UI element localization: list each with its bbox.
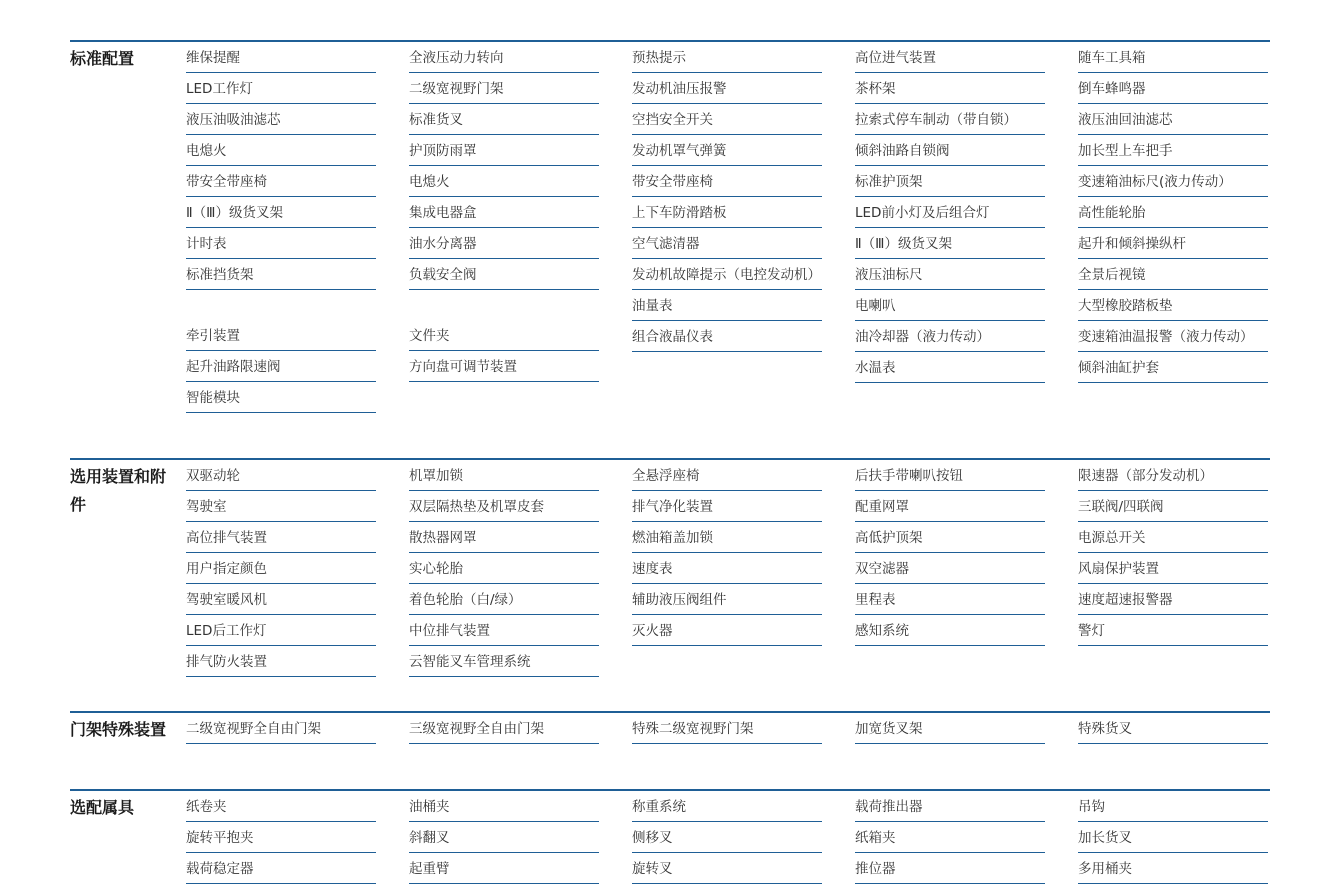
spec-item: 倒车蜂鸣器	[1078, 73, 1268, 104]
spec-item: 全景后视镜	[1078, 259, 1268, 290]
spec-item: 变速箱油温报警（液力传动）	[1078, 321, 1268, 352]
spec-item: 负载安全阀	[409, 259, 599, 290]
item-column	[855, 791, 1045, 884]
spec-item: 方向盘可调节装置	[409, 351, 599, 382]
spec-item: 双驱动轮	[186, 460, 376, 491]
spec-item: 高位进气装置	[855, 42, 1045, 73]
spec-item: Ⅱ（Ⅲ）级货叉架	[855, 228, 1045, 259]
spec-item: 双空滤器	[855, 553, 1045, 584]
spacer-row	[186, 290, 376, 320]
spec-item: 带安全带座椅	[186, 166, 376, 197]
spec-item: 全液压动力转向	[409, 42, 599, 73]
section-title: 选配属具	[70, 798, 135, 817]
spec-item: 加长型上车把手	[1078, 135, 1268, 166]
spec-item: 散热器网罩	[409, 522, 599, 553]
spec-item: 起重臂	[409, 853, 599, 884]
item-column	[632, 42, 822, 352]
spec-item: 电喇叭	[855, 290, 1045, 321]
spec-item: 加宽货叉架	[855, 713, 1045, 744]
spec-item: Ⅱ（Ⅲ）级货叉架	[186, 197, 376, 228]
spec-item: 三级宽视野全自由门架	[409, 713, 599, 744]
item-column	[632, 791, 822, 884]
spec-item: 带安全带座椅	[632, 166, 822, 197]
spec-item: 风扇保护装置	[1078, 553, 1268, 584]
spec-item: 排气防火装置	[186, 646, 376, 677]
spec-item: 后扶手带喇叭按钮	[855, 460, 1045, 491]
spec-item: 液压油标尺	[855, 259, 1045, 290]
spec-item: 燃油箱盖加锁	[632, 522, 822, 553]
spec-item: 中位排气装置	[409, 615, 599, 646]
item-column	[632, 460, 822, 646]
spec-item: 配重网罩	[855, 491, 1045, 522]
spec-item: 特殊二级宽视野门架	[632, 713, 822, 744]
spec-item: 特殊货叉	[1078, 713, 1268, 744]
item-column	[186, 42, 376, 413]
spec-item: 推位器	[855, 853, 1045, 884]
spec-item: 里程表	[855, 584, 1045, 615]
spec-item: 驾驶室	[186, 491, 376, 522]
section-standard-config	[70, 40, 1270, 406]
spec-item: 实心轮胎	[409, 553, 599, 584]
spec-item: 倾斜油路自锁阀	[855, 135, 1045, 166]
spec-item: 标准货叉	[409, 104, 599, 135]
spec-item: 吊钩	[1078, 791, 1268, 822]
spec-item: 纸箱夹	[855, 822, 1045, 853]
spec-item: 油量表	[632, 290, 822, 321]
spec-item: 驾驶室暖风机	[186, 584, 376, 615]
section-title: 标准配置	[70, 49, 135, 68]
spec-item: 斜翻叉	[409, 822, 599, 853]
item-column	[632, 713, 822, 744]
spec-item: 集成电器盒	[409, 197, 599, 228]
item-column	[1078, 460, 1268, 646]
spec-item: 发动机故障提示（电控发动机）	[632, 259, 822, 290]
item-column	[186, 713, 376, 744]
spec-item: 文件夹	[409, 320, 599, 351]
item-column	[1078, 42, 1268, 383]
spec-item: 大型橡胶踏板垫	[1078, 290, 1268, 321]
spec-item: 灭火器	[632, 615, 822, 646]
section-optional-attachments	[70, 789, 1270, 877]
spec-item: 油水分离器	[409, 228, 599, 259]
spec-item: 空气滤清器	[632, 228, 822, 259]
section-title: 门架特殊装置	[70, 720, 167, 739]
spec-item: 电源总开关	[1078, 522, 1268, 553]
spec-item: LED前小灯及后组合灯	[855, 197, 1045, 228]
spec-item: 旋转叉	[632, 853, 822, 884]
item-column	[186, 460, 376, 677]
section-optional-devices	[70, 458, 1270, 670]
spec-item: 警灯	[1078, 615, 1268, 646]
spec-item: 发动机油压报警	[632, 73, 822, 104]
spec-item: 倾斜油缸护套	[1078, 352, 1268, 383]
item-column	[855, 713, 1045, 744]
spec-item: 速度表	[632, 553, 822, 584]
spec-item: 着色轮胎（白/绿）	[409, 584, 599, 615]
spec-item: 计时表	[186, 228, 376, 259]
item-column	[1078, 713, 1268, 744]
section-title: 选用装置和附件	[70, 467, 167, 514]
spec-item: 预热提示	[632, 42, 822, 73]
section-mast-special-devices	[70, 711, 1270, 739]
spec-item: 高位排气装置	[186, 522, 376, 553]
spec-item: 液压油吸油滤芯	[186, 104, 376, 135]
item-column	[855, 460, 1045, 646]
item-column	[409, 791, 599, 884]
spec-item: 随车工具箱	[1078, 42, 1268, 73]
spec-item: 二级宽视野全自由门架	[186, 713, 376, 744]
spec-item: 油桶夹	[409, 791, 599, 822]
item-column	[409, 42, 599, 382]
spec-item: 全悬浮座椅	[632, 460, 822, 491]
item-column	[409, 460, 599, 677]
spec-item: 称重系统	[632, 791, 822, 822]
spec-item: 护顶防雨罩	[409, 135, 599, 166]
spec-item: 组合液晶仪表	[632, 321, 822, 352]
item-column	[1078, 791, 1268, 884]
spec-item: 多用桶夹	[1078, 853, 1268, 884]
spec-item: 水温表	[855, 352, 1045, 383]
spec-item: 排气净化装置	[632, 491, 822, 522]
spec-item: 辅助液压阀组件	[632, 584, 822, 615]
spec-item: 牵引装置	[186, 320, 376, 351]
spec-item: 高性能轮胎	[1078, 197, 1268, 228]
spacer-row	[409, 290, 599, 320]
spec-item: 液压油回油滤芯	[1078, 104, 1268, 135]
spec-item: 用户指定颜色	[186, 553, 376, 584]
spec-item: 三联阀/四联阀	[1078, 491, 1268, 522]
spec-item: LED工作灯	[186, 73, 376, 104]
spec-item: 标准挡货架	[186, 259, 376, 290]
spec-item: 智能模块	[186, 382, 376, 413]
spec-item: 侧移叉	[632, 822, 822, 853]
spec-item: 空挡安全开关	[632, 104, 822, 135]
spec-item: 速度超速报警器	[1078, 584, 1268, 615]
spec-item: 标准护顶架	[855, 166, 1045, 197]
spec-item: 电熄火	[186, 135, 376, 166]
spec-item: 油冷却器（液力传动）	[855, 321, 1045, 352]
spec-item: 发动机罩气弹簧	[632, 135, 822, 166]
spec-item: 感知系统	[855, 615, 1045, 646]
spec-item: 起升油路限速阀	[186, 351, 376, 382]
spec-item: 限速器（部分发动机）	[1078, 460, 1268, 491]
spec-item: 茶杯架	[855, 73, 1045, 104]
spec-item: 加长货叉	[1078, 822, 1268, 853]
item-column	[186, 791, 376, 884]
spec-item: 云智能叉车管理系统	[409, 646, 599, 677]
spec-item: 双层隔热垫及机罩皮套	[409, 491, 599, 522]
item-column	[409, 713, 599, 744]
spec-item: LED后工作灯	[186, 615, 376, 646]
spec-item: 拉索式停车制动（带自锁）	[855, 104, 1045, 135]
spec-item: 纸卷夹	[186, 791, 376, 822]
spec-item: 旋转平抱夹	[186, 822, 376, 853]
spec-item: 维保提醒	[186, 42, 376, 73]
spec-item: 二级宽视野门架	[409, 73, 599, 104]
spec-item: 机罩加锁	[409, 460, 599, 491]
spec-item: 载荷推出器	[855, 791, 1045, 822]
spec-item: 上下车防滑踏板	[632, 197, 822, 228]
item-column	[855, 42, 1045, 383]
spec-item: 起升和倾斜操纵杆	[1078, 228, 1268, 259]
spec-item: 电熄火	[409, 166, 599, 197]
spec-item: 载荷稳定器	[186, 853, 376, 884]
spec-item: 变速箱油标尺(液力传动）	[1078, 166, 1268, 197]
spec-item: 高低护顶架	[855, 522, 1045, 553]
